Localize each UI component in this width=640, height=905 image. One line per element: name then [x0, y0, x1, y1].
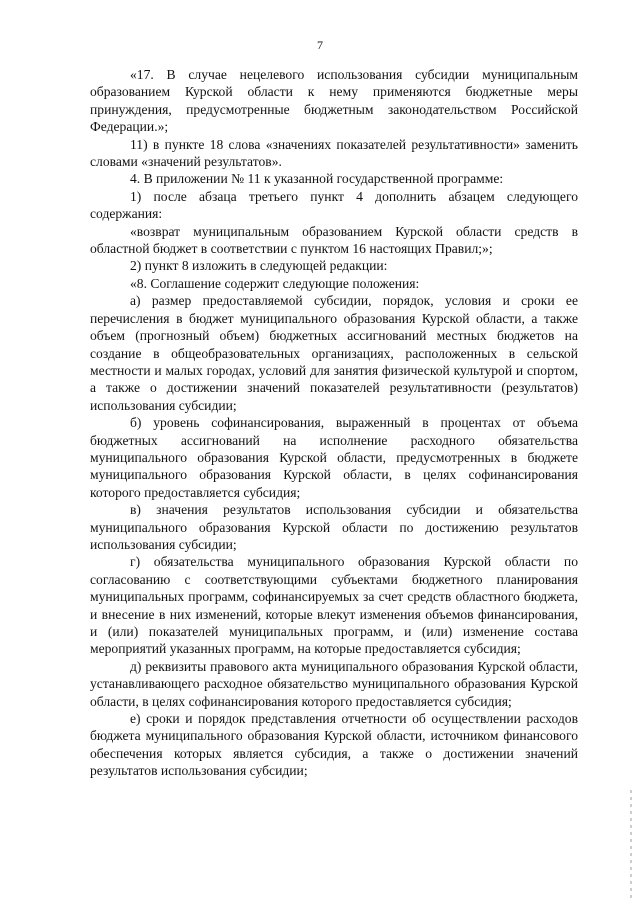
paragraph-17-penalty: «17. В случае нецелевого использования субсидии муниципальным образованием Курской области к нему применяются бюджетные меры принуждения, предусмотренные бюджетным законодательством Российской Федерации.»; — [90, 67, 578, 135]
paragraph-refund-text: «возврат муниципальным образованием Курской области средств в областной бюджет в соответствии с пунктом 16 настоящих Правил;»; — [90, 223, 578, 257]
paragraph-agreement-heading: «8. Соглашение содержит следующие положения: — [130, 275, 420, 291]
paragraph-clause-v: в) значения результатов использования субсидии и обязательства муниципального образования Курской области по достижению результатов использования субсидии; — [90, 502, 578, 552]
paragraph-clause-d: д) реквизиты правового акта муниципального образования Курской области, устанавливающего расходное обязательство муниципального образования Курской области, в целях софинансирования которого предоставляется субсидия; — [90, 658, 578, 709]
paragraph-clause-e: е) сроки и порядок представления отчетности об осуществлении расходов бюджета муниципального образования Курской области, источником финансового обеспечения которых является субсидия, а также о достижении значений результатов использования субсидии; — [90, 711, 578, 779]
paragraph-clause-g: г) обязательства муниципального образования Курской области по согласованию с соответствующими субъектами бюджетного планирования муниципальных программ, софинансируемых за счет средств областного бюджета, и внесение в них изменений, которые влекут изменения объемов финансирования, и (или) показателей муниципальных программ, и (или) изменение состава мероприятий указанных программ, на которые предоставляется субсидия; — [90, 554, 578, 657]
document-body — [90, 66, 578, 780]
scan-edge-mark — [630, 790, 632, 900]
paragraph-appendix-11: 4. В приложении № 11 к указанной государственной программе: — [130, 171, 504, 187]
paragraph-item-11: 11) в пункте 18 слова «значениях показателей результативности» заменить словами «значений результатов». — [90, 136, 578, 170]
paragraph-clause-a: а) размер предоставляемой субсидии, порядок, условия и сроки ее перечисления в бюджет муниципального образования Курской области, а также объем (прогнозный объем) бюджетных ассигнований местных бюджетов на создание в общеобразовательных организациях, расположенных в сельской местности и малых городах, условий для занятия физической культурой и спортом, а также о достижении значений показателей результативности (результатов) использования субсидии; — [90, 293, 578, 413]
paragraph-item-1: 1) после абзаца третьего пункт 4 дополнить абзацем следующего содержания: — [90, 188, 578, 222]
paragraph-clause-b: б) уровень софинансирования, выраженный в процентах от объема бюджетных ассигнований на исполнение расходного обязательства муниципального образования Курской области, предусмотренных в бюджете муниципального образования Курской области, в целях софинансирования которого предоставляется субсидия; — [90, 415, 578, 500]
page-number: 7 — [317, 38, 323, 52]
paragraph-item-2: 2) пункт 8 изложить в следующей редакции: — [130, 258, 388, 274]
